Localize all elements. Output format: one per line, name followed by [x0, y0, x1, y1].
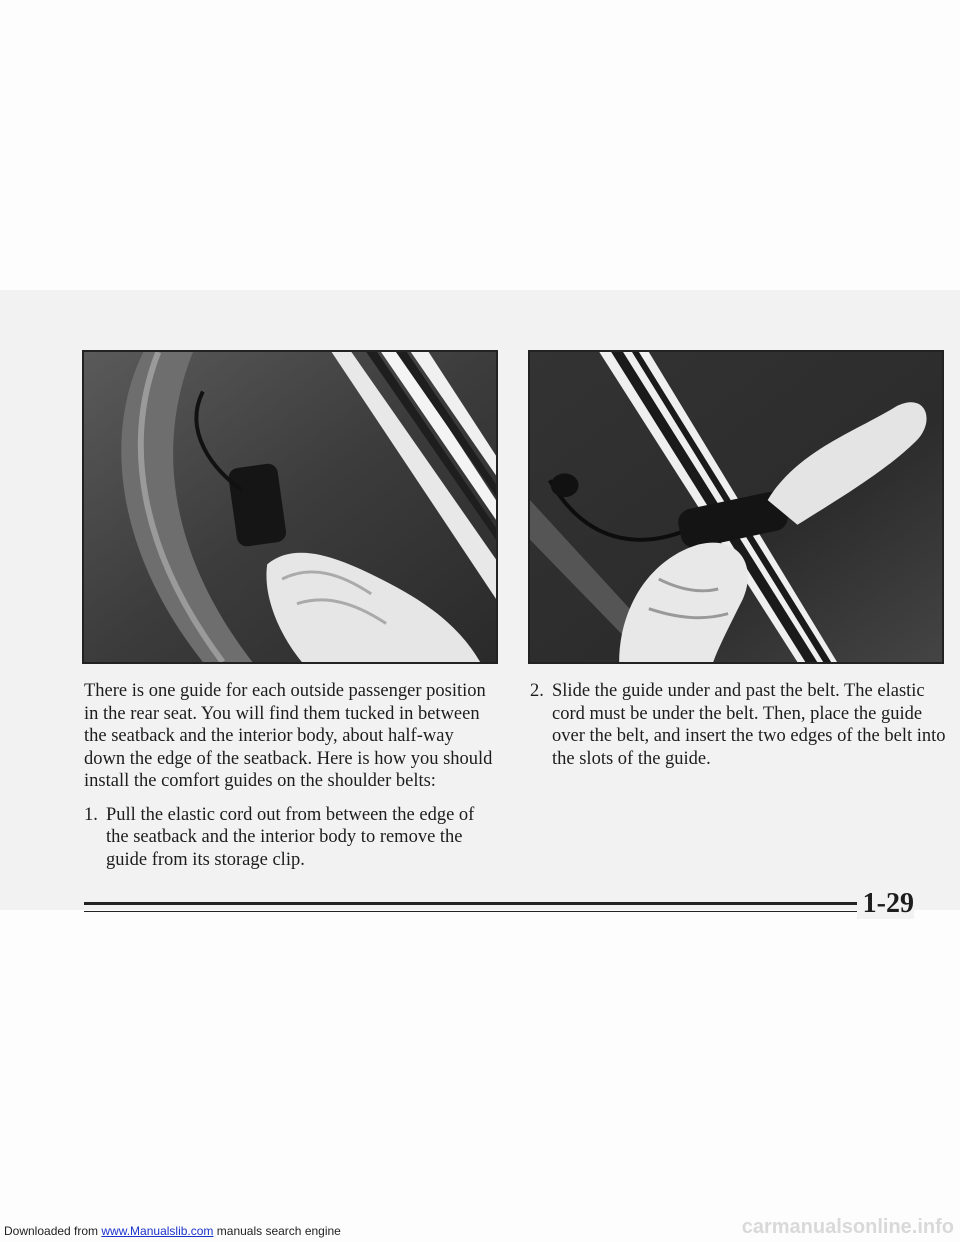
photo-slide-guide-under-belt [528, 350, 944, 664]
photo-left-illustration [84, 352, 496, 662]
step-1-number: 1. [84, 804, 98, 825]
footer-suffix: manuals search engine [213, 1224, 341, 1238]
step-2-text: Slide the guide under and past the belt. The elastic cord must be under the belt. Then, place the guide over the belt, and insert the two edges of the belt into the slots of the guide. [552, 681, 946, 769]
watermark: carmanualsonline.info [741, 1216, 954, 1238]
intro-paragraph: There is one guide for each outside passenger position in the rear seat. You will find them tucked in between the seatback and the interior body, about half-way down the edge of the seatback. Here is how you should install the comfort guides on the shoulder belts: [84, 681, 493, 791]
download-footer [4, 1224, 341, 1238]
left-text-column [84, 680, 494, 882]
footer-rule-thin [84, 911, 914, 912]
photo-right-illustration [530, 352, 942, 662]
photo-pull-guide-from-storage-clip [82, 350, 498, 664]
step-2 [530, 680, 950, 770]
footer-prefix: Downloaded from [4, 1224, 102, 1238]
footer-rule-thick [84, 902, 914, 905]
manualslib-link[interactable]: www.Manualslib.com [101, 1224, 214, 1238]
page-number: 1-29 [857, 889, 914, 919]
step-2-number: 2. [530, 681, 544, 701]
step-1-text: Pull the elastic cord out from between the edge of the seatback and the interior body to remove the guide from its storage clip. [106, 804, 475, 870]
right-text-column [530, 680, 950, 781]
step-1 [84, 804, 494, 872]
